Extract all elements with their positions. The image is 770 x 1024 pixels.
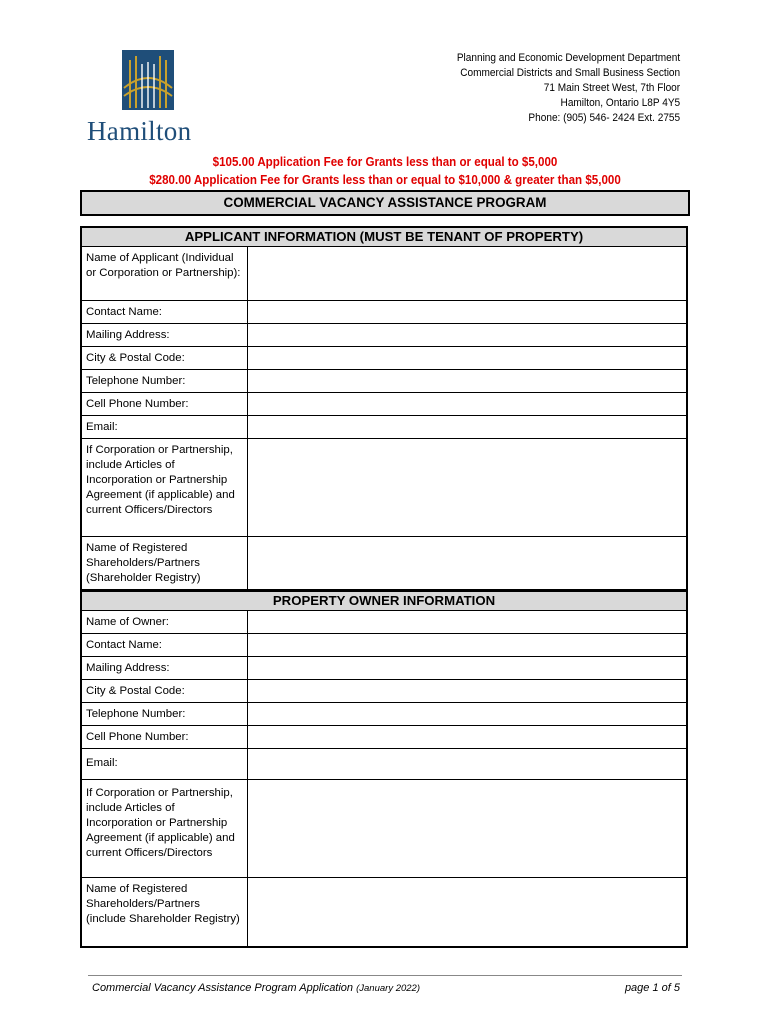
owner-email-field[interactable] xyxy=(248,749,686,779)
owner-mailing-address-field[interactable] xyxy=(248,657,686,679)
applicant-name-field[interactable] xyxy=(248,247,686,300)
form-row xyxy=(82,878,686,946)
form-row xyxy=(82,301,686,324)
owner-section-heading: PROPERTY OWNER INFORMATION xyxy=(82,590,686,611)
owner-contact-name-field[interactable] xyxy=(248,634,686,656)
fee-line-2: $280.00 Application Fee for Grants less than or equal to $10,000 & greater than $5,000 xyxy=(149,173,621,187)
form-row xyxy=(82,680,686,703)
address-line: 71 Main Street West, 7th Floor xyxy=(543,82,680,94)
form-row xyxy=(82,749,686,780)
applicant-email-field[interactable] xyxy=(248,416,686,438)
address-line: Phone: (905) 546- 2424 Ext. 2755 xyxy=(528,112,680,124)
field-label: Telephone Number: xyxy=(82,703,248,725)
address-line: Commercial Districts and Small Business Section xyxy=(460,67,680,79)
applicant-shareholders-field[interactable] xyxy=(248,537,686,589)
page-number: page 1 of 5 xyxy=(624,982,680,994)
applicant-incorporation-field[interactable] xyxy=(248,439,686,536)
footer-title xyxy=(92,982,420,994)
field-label: City & Postal Code: xyxy=(82,347,248,369)
field-label: Mailing Address: xyxy=(82,324,248,346)
owner-city-postal-field[interactable] xyxy=(248,680,686,702)
owner-telephone-field[interactable] xyxy=(248,703,686,725)
owner-cell-phone-field[interactable] xyxy=(248,726,686,748)
applicant-section-heading: APPLICANT INFORMATION (MUST BE TENANT OF PROPERTY) xyxy=(82,228,686,247)
applicant-telephone-field[interactable] xyxy=(248,370,686,392)
fee-line-1: $105.00 Application Fee for Grants less than or equal to $5,000 xyxy=(212,155,558,169)
field-label: Contact Name: xyxy=(82,301,248,323)
owner-shareholders-field[interactable] xyxy=(248,878,686,946)
footer-document-title: Commercial Vacancy Assistance Program Application xyxy=(92,982,354,994)
form-row xyxy=(82,634,686,657)
footer-divider xyxy=(88,975,682,976)
applicant-city-postal-field[interactable] xyxy=(248,347,686,369)
field-label: Name of Registered Shareholders/Partners (include Shareholder Registry) xyxy=(82,878,248,946)
field-label: Mailing Address: xyxy=(82,657,248,679)
form-row xyxy=(82,703,686,726)
department-address xyxy=(457,51,680,126)
owner-incorporation-field[interactable] xyxy=(248,780,686,877)
form-row xyxy=(82,347,686,370)
application-form xyxy=(80,226,688,948)
program-title: COMMERCIAL VACANCY ASSISTANCE PROGRAM xyxy=(80,190,690,216)
field-label: If Corporation or Partnership, include Articles of Incorporation or Partnership Agreement (if applicable) and current Officers/Directors xyxy=(82,439,248,536)
address-line: Hamilton, Ontario L8P 4Y5 xyxy=(560,97,680,109)
form-row xyxy=(82,370,686,393)
field-label: Email: xyxy=(82,749,248,779)
field-label: Cell Phone Number: xyxy=(82,393,248,415)
form-row xyxy=(82,439,686,537)
form-row xyxy=(82,393,686,416)
form-row xyxy=(82,416,686,439)
field-label: Cell Phone Number: xyxy=(82,726,248,748)
applicant-contact-name-field[interactable] xyxy=(248,301,686,323)
form-row xyxy=(82,657,686,680)
field-label: If Corporation or Partnership, include Articles of Incorporation or Partnership Agreement (if applicable) and current Officers/Directors xyxy=(82,780,248,877)
field-label: Telephone Number: xyxy=(82,370,248,392)
logo-wordmark: Hamilton xyxy=(87,116,192,146)
field-label: City & Postal Code: xyxy=(82,680,248,702)
field-label: Contact Name: xyxy=(82,634,248,656)
footer-date: (January 2022) xyxy=(356,983,421,994)
form-row xyxy=(82,611,686,634)
field-label: Name of Applicant (Individual or Corporation or Partnership): xyxy=(82,247,248,300)
form-row xyxy=(82,247,686,301)
form-row xyxy=(82,324,686,347)
form-row xyxy=(82,780,686,878)
application-fees xyxy=(80,153,690,189)
field-label: Name of Owner: xyxy=(82,611,248,633)
field-label: Name of Registered Shareholders/Partners (Shareholder Registry) xyxy=(82,537,248,589)
form-row xyxy=(82,537,686,590)
applicant-mailing-address-field[interactable] xyxy=(248,324,686,346)
form-row xyxy=(82,726,686,749)
field-label: Email: xyxy=(82,416,248,438)
address-line: Planning and Economic Development Department xyxy=(456,52,680,64)
applicant-cell-phone-field[interactable] xyxy=(248,393,686,415)
owner-name-field[interactable] xyxy=(248,611,686,633)
